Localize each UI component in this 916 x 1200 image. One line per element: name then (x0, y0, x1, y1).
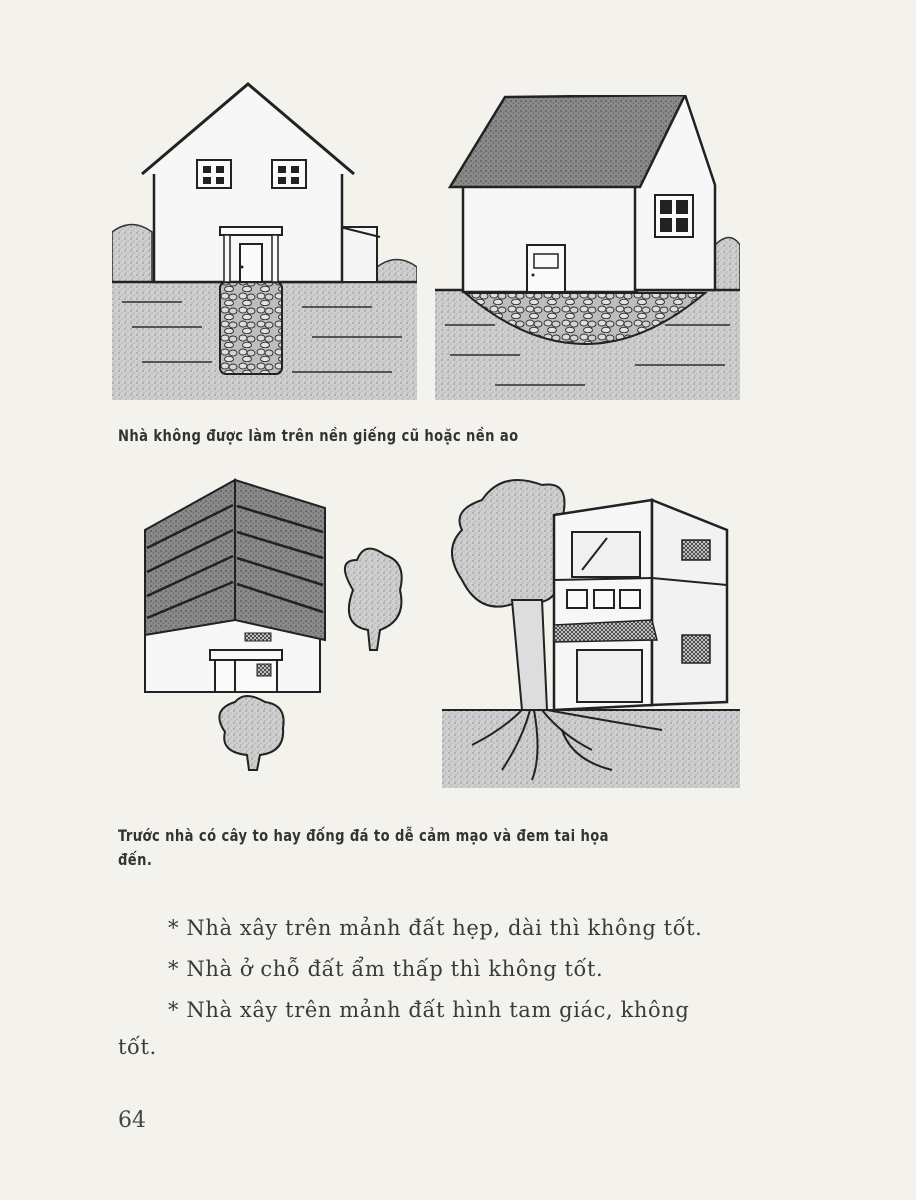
paragraph-narrow-land: * Nhà xây trên mảnh đất hẹp, dài thì không tốt. (168, 916, 703, 940)
illustration-house-big-tree (442, 470, 740, 788)
paragraph-triangle-land-line1: * Nhà xây trên mảnh đất hình tam giác, không (168, 998, 690, 1022)
paragraph-damp-land: * Nhà ở chỗ đất ẩm thấp thì không tốt. (168, 957, 604, 981)
caption-tree-stone-line2: đến. (118, 850, 153, 869)
illustration-house-on-well (112, 82, 417, 400)
caption-tree-stone-line1: Trước nhà có cây to hay đống đá to dễ cảm mạo và đem tai họa (118, 826, 609, 845)
caption-old-well-pond: Nhà không được làm trên nền giếng cũ hoặc nền ao (118, 426, 519, 445)
page-number: 64 (118, 1108, 146, 1133)
illustration-house-on-pond (435, 95, 740, 400)
paragraph-triangle-land-line2: tốt. (118, 1035, 157, 1059)
illustration-house-with-tree (125, 470, 420, 780)
